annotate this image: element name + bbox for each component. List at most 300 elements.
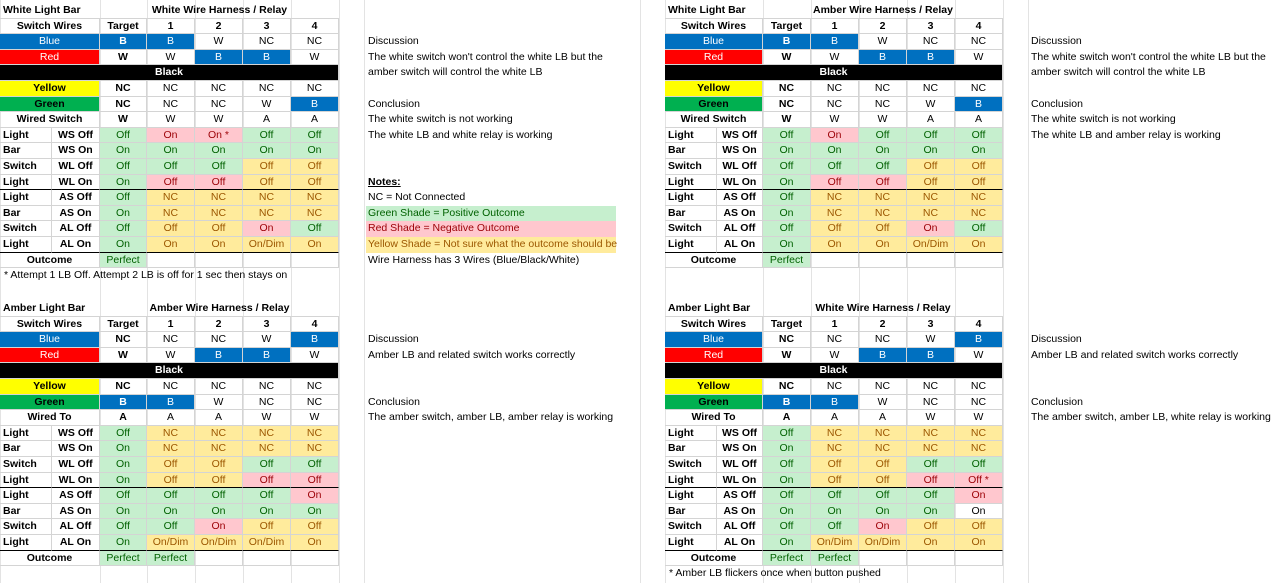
result-cell[interactable]: Off [100, 426, 147, 442]
wire-cell[interactable]: B [763, 34, 811, 50]
result-cell[interactable]: Off [763, 519, 811, 535]
result-cell[interactable]: On [100, 535, 147, 551]
result-cell[interactable]: On [195, 504, 243, 520]
wire-cell[interactable]: NC [147, 379, 195, 395]
result-cell[interactable]: Off [811, 519, 859, 535]
result-cell[interactable]: On/Dim [811, 535, 859, 551]
result-cell[interactable]: Off [859, 128, 907, 144]
result-cell[interactable]: On [243, 504, 291, 520]
result-cell[interactable]: Off [859, 488, 907, 504]
notes-harness: Wire Harness has 3 Wires (Blue/Black/White) [368, 253, 580, 266]
result-cell[interactable]: Off [763, 190, 811, 206]
wire-cell[interactable]: NC [811, 379, 859, 395]
wire-cell[interactable]: W [147, 348, 195, 364]
result-cell[interactable]: On [147, 128, 195, 144]
wire-cell[interactable]: NC [907, 34, 955, 50]
outcome-cell[interactable] [195, 253, 243, 269]
result-cell[interactable]: On [100, 206, 147, 222]
wire-cell[interactable]: W [811, 348, 859, 364]
result-cell[interactable]: Off [955, 221, 1003, 237]
result-cell[interactable]: Off [955, 175, 1003, 191]
result-cell[interactable]: Off [955, 159, 1003, 175]
wire-cell[interactable]: NC [147, 97, 195, 113]
result-cell[interactable]: Off [907, 488, 955, 504]
result-cell[interactable]: Off [955, 457, 1003, 473]
wire-cell[interactable]: W [195, 34, 243, 50]
result-cell[interactable]: On [811, 237, 859, 253]
wire-cell[interactable]: A [291, 112, 339, 128]
result-cell[interactable]: Off [195, 473, 243, 489]
result-cell[interactable]: NC [147, 441, 195, 457]
wire-cell[interactable]: NC [195, 97, 243, 113]
wire-cell[interactable]: W [859, 112, 907, 128]
result-cell[interactable]: On [100, 175, 147, 191]
result-cell[interactable]: Off [195, 159, 243, 175]
result-cell[interactable]: Off [763, 128, 811, 144]
result-cell[interactable]: Off [243, 488, 291, 504]
result-cell[interactable]: NC [859, 190, 907, 206]
result-cell[interactable]: On/Dim [907, 237, 955, 253]
column-header: Target [100, 317, 147, 333]
wire-cell[interactable]: NC [907, 395, 955, 411]
wire-cell[interactable]: W [100, 50, 147, 66]
result-cell[interactable]: On [243, 221, 291, 237]
block-white-lb-white-harness-title: White Light Bar [0, 3, 100, 19]
outcome-cell[interactable] [147, 253, 195, 269]
result-cell[interactable]: On [811, 128, 859, 144]
result-cell[interactable]: On [859, 143, 907, 159]
wire-cell[interactable]: NC [291, 81, 339, 97]
result-cell[interactable]: On [147, 504, 195, 520]
result-group-label: Light [665, 190, 717, 206]
result-cell[interactable]: Off [100, 159, 147, 175]
result-cell[interactable]: Off [811, 159, 859, 175]
wire-cell[interactable]: W [763, 112, 811, 128]
wire-cell[interactable]: A [147, 410, 195, 426]
result-cell[interactable]: On [955, 143, 1003, 159]
result-cell[interactable]: Off [291, 159, 339, 175]
result-cell[interactable]: Off [859, 473, 907, 489]
result-cell[interactable]: NC [291, 426, 339, 442]
result-cell[interactable]: NC [859, 206, 907, 222]
wire-cell[interactable]: W [955, 410, 1003, 426]
outcome-cell[interactable]: Perfect [811, 551, 859, 567]
wire-cell[interactable]: W [907, 332, 955, 348]
result-cell[interactable]: Off [147, 473, 195, 489]
result-cell[interactable]: On [147, 143, 195, 159]
result-cell[interactable]: Off [243, 457, 291, 473]
outcome-cell[interactable]: Perfect [100, 551, 147, 567]
wire-label-black: Black [665, 65, 1003, 81]
wire-cell[interactable]: A [811, 410, 859, 426]
wire-cell[interactable]: A [859, 410, 907, 426]
result-cell[interactable]: On [955, 535, 1003, 551]
result-cell[interactable]: NC [291, 441, 339, 457]
result-cell[interactable]: Off [763, 457, 811, 473]
result-cell[interactable]: On [907, 535, 955, 551]
wire-cell[interactable]: NC [859, 97, 907, 113]
outcome-cell[interactable] [907, 253, 955, 269]
wire-cell[interactable]: W [147, 112, 195, 128]
outcome-cell[interactable] [243, 551, 291, 567]
wire-cell[interactable]: NC [907, 379, 955, 395]
result-cell[interactable]: NC [243, 190, 291, 206]
result-cell[interactable]: Off [811, 488, 859, 504]
wire-cell[interactable]: NC [243, 379, 291, 395]
result-cell[interactable]: On [195, 143, 243, 159]
wire-cell[interactable]: B [859, 348, 907, 364]
result-cell[interactable]: NC [907, 206, 955, 222]
wire-cell[interactable]: B [243, 348, 291, 364]
wire-cell[interactable]: A [100, 410, 147, 426]
conclusion-label: Conclusion [368, 97, 420, 110]
outcome-cell[interactable] [291, 253, 339, 269]
result-cell[interactable]: On [195, 237, 243, 253]
wire-cell[interactable]: W [147, 50, 195, 66]
result-cell[interactable]: Off [291, 519, 339, 535]
wire-cell[interactable]: W [291, 50, 339, 66]
result-cell[interactable]: On [100, 237, 147, 253]
result-cell[interactable]: On [291, 143, 339, 159]
result-group-label: Light [665, 237, 717, 253]
outcome-cell[interactable] [955, 551, 1003, 567]
result-cell[interactable]: Off [811, 457, 859, 473]
wire-cell[interactable]: B [811, 395, 859, 411]
result-cell[interactable]: NC [859, 426, 907, 442]
result-cell[interactable]: On [907, 143, 955, 159]
result-cell[interactable]: On [955, 504, 1003, 520]
footnote: * Amber LB flickers once when button pushed [669, 567, 881, 580]
wire-cell[interactable]: NC [100, 97, 147, 113]
result-cell[interactable]: Off [811, 175, 859, 191]
result-cell[interactable]: On [763, 535, 811, 551]
result-cell[interactable]: NC [147, 190, 195, 206]
wire-cell[interactable]: NC [291, 395, 339, 411]
result-cell[interactable]: On [291, 504, 339, 520]
result-cell[interactable]: On/Dim [147, 535, 195, 551]
wire-cell[interactable]: W [195, 395, 243, 411]
result-test-label: WS On [52, 441, 100, 457]
result-cell[interactable]: Off [291, 473, 339, 489]
result-cell[interactable]: NC [291, 206, 339, 222]
wire-cell[interactable]: NC [955, 81, 1003, 97]
wire-cell[interactable]: W [291, 410, 339, 426]
wire-cell[interactable]: B [763, 395, 811, 411]
result-cell[interactable]: On [195, 519, 243, 535]
result-cell[interactable]: On [763, 504, 811, 520]
outcome-cell[interactable] [291, 551, 339, 567]
result-cell[interactable]: Off [907, 519, 955, 535]
wire-cell[interactable]: W [955, 50, 1003, 66]
wire-cell[interactable]: W [243, 410, 291, 426]
outcome-cell[interactable] [859, 551, 907, 567]
result-test-label: WL Off [717, 457, 763, 473]
result-cell[interactable]: Off [147, 221, 195, 237]
result-test-label: AL Off [717, 221, 763, 237]
result-cell[interactable]: On [763, 473, 811, 489]
result-cell[interactable]: On [907, 221, 955, 237]
result-cell[interactable]: NC [955, 190, 1003, 206]
wire-cell[interactable]: W [811, 50, 859, 66]
wire-cell[interactable]: NC [763, 332, 811, 348]
result-cell[interactable]: On/Dim [243, 535, 291, 551]
wire-cell[interactable]: NC [100, 379, 147, 395]
wire-cell[interactable]: B [147, 395, 195, 411]
result-cell[interactable]: NC [859, 441, 907, 457]
wire-cell[interactable]: B [291, 97, 339, 113]
result-cell[interactable]: NC [147, 206, 195, 222]
result-cell[interactable]: Off [907, 128, 955, 144]
result-cell[interactable]: Off [147, 159, 195, 175]
result-cell[interactable]: Off [859, 159, 907, 175]
outcome-cell[interactable] [955, 253, 1003, 269]
wire-cell[interactable]: NC [955, 379, 1003, 395]
wire-cell[interactable]: NC [100, 332, 147, 348]
result-cell[interactable]: On [291, 237, 339, 253]
wire-cell[interactable]: NC [291, 34, 339, 50]
result-cell[interactable]: Off [291, 175, 339, 191]
wire-cell[interactable]: W [243, 332, 291, 348]
result-cell[interactable]: On [763, 237, 811, 253]
result-cell[interactable]: On [955, 488, 1003, 504]
wire-cell[interactable]: A [955, 112, 1003, 128]
result-cell[interactable]: Off [291, 457, 339, 473]
result-cell[interactable]: Off [291, 221, 339, 237]
wire-cell[interactable]: NC [195, 332, 243, 348]
result-cell[interactable]: Off [763, 159, 811, 175]
result-cell[interactable]: Off [955, 519, 1003, 535]
result-cell[interactable]: Off [100, 128, 147, 144]
result-cell[interactable]: On [859, 504, 907, 520]
result-cell[interactable]: Off [907, 159, 955, 175]
wire-cell[interactable]: NC [243, 81, 291, 97]
wire-cell[interactable]: W [859, 34, 907, 50]
result-cell[interactable]: Off [955, 128, 1003, 144]
result-cell[interactable]: Off [243, 128, 291, 144]
result-cell[interactable]: On [907, 504, 955, 520]
wire-cell[interactable]: NC [811, 97, 859, 113]
result-cell[interactable]: NC [195, 426, 243, 442]
wire-cell[interactable]: NC [955, 34, 1003, 50]
wire-cell[interactable]: B [147, 34, 195, 50]
result-cell[interactable]: On [763, 206, 811, 222]
result-cell[interactable]: NC [195, 206, 243, 222]
wire-cell[interactable]: NC [291, 379, 339, 395]
wire-cell[interactable]: B [859, 50, 907, 66]
outcome-cell[interactable]: Perfect [763, 551, 811, 567]
result-cell[interactable]: NC [811, 426, 859, 442]
result-cell[interactable]: NC [811, 441, 859, 457]
result-cell[interactable]: Off [147, 175, 195, 191]
result-cell[interactable]: NC [195, 190, 243, 206]
outcome-cell[interactable] [811, 253, 859, 269]
outcome-cell[interactable]: Perfect [763, 253, 811, 269]
result-cell[interactable]: Off [147, 488, 195, 504]
wire-cell[interactable]: NC [763, 97, 811, 113]
wire-cell[interactable]: W [100, 348, 147, 364]
result-cell[interactable]: On [763, 175, 811, 191]
result-cell[interactable]: Off [763, 426, 811, 442]
wire-cell[interactable]: NC [243, 34, 291, 50]
wire-cell[interactable]: W [859, 395, 907, 411]
result-cell[interactable]: Off [907, 457, 955, 473]
discussion-text: The white switch won't control the white LB but the [1031, 50, 1266, 63]
result-cell[interactable]: NC [147, 426, 195, 442]
wire-cell[interactable]: B [243, 50, 291, 66]
wire-cell[interactable]: NC [859, 332, 907, 348]
wire-cell[interactable]: W [811, 112, 859, 128]
result-group-label: Bar [0, 143, 52, 159]
result-cell[interactable]: On/Dim [243, 237, 291, 253]
wire-cell[interactable]: W [955, 348, 1003, 364]
wire-cell[interactable]: NC [859, 81, 907, 97]
result-cell[interactable]: Off [811, 221, 859, 237]
result-cell[interactable]: On [100, 504, 147, 520]
wire-cell[interactable]: B [811, 34, 859, 50]
outcome-cell[interactable] [907, 551, 955, 567]
wire-cell[interactable]: NC [907, 81, 955, 97]
wire-cell[interactable]: NC [195, 81, 243, 97]
wire-cell[interactable]: A [907, 112, 955, 128]
result-cell[interactable]: On [859, 237, 907, 253]
outcome-cell[interactable]: Perfect [147, 551, 195, 567]
result-cell[interactable]: NC [243, 206, 291, 222]
result-cell[interactable]: NC [955, 426, 1003, 442]
result-cell[interactable]: NC [907, 441, 955, 457]
wire-cell[interactable]: NC [811, 81, 859, 97]
column-header: Switch Wires [665, 317, 763, 333]
result-cell[interactable]: On [763, 441, 811, 457]
wire-cell[interactable]: NC [763, 379, 811, 395]
result-cell[interactable]: On/Dim [195, 535, 243, 551]
result-cell[interactable]: Off [195, 457, 243, 473]
wire-cell[interactable]: NC [100, 81, 147, 97]
result-cell[interactable]: Off [100, 190, 147, 206]
result-cell[interactable]: Off [243, 519, 291, 535]
result-cell[interactable]: Off [859, 457, 907, 473]
result-cell[interactable]: Off [100, 221, 147, 237]
result-cell[interactable]: Off [243, 159, 291, 175]
result-cell[interactable]: On * [195, 128, 243, 144]
result-cell[interactable]: Off [195, 488, 243, 504]
result-cell[interactable]: On [100, 143, 147, 159]
result-cell[interactable]: Off [291, 128, 339, 144]
result-cell[interactable]: On/Dim [859, 535, 907, 551]
result-group-label: Light [0, 488, 52, 504]
wire-cell[interactable]: NC [147, 81, 195, 97]
result-cell[interactable]: Off [243, 473, 291, 489]
wire-cell[interactable]: W [243, 97, 291, 113]
result-cell[interactable]: NC [811, 190, 859, 206]
result-cell[interactable]: Off [859, 221, 907, 237]
result-cell[interactable]: NC [811, 206, 859, 222]
result-cell[interactable]: On [291, 488, 339, 504]
wire-cell[interactable]: W [195, 112, 243, 128]
result-cell[interactable]: On [100, 473, 147, 489]
result-cell[interactable]: NC [243, 426, 291, 442]
wire-cell[interactable]: W [763, 348, 811, 364]
wire-cell[interactable]: NC [147, 332, 195, 348]
outcome-cell[interactable] [859, 253, 907, 269]
result-cell[interactable]: On [243, 143, 291, 159]
wire-cell[interactable]: NC [763, 81, 811, 97]
wire-cell[interactable]: W [291, 348, 339, 364]
result-cell[interactable]: On [763, 143, 811, 159]
wire-cell[interactable]: B [195, 50, 243, 66]
column-header: 4 [291, 19, 339, 35]
result-cell[interactable]: NC [907, 190, 955, 206]
result-cell[interactable]: Off [195, 221, 243, 237]
wire-cell[interactable]: B [907, 348, 955, 364]
conclusion-label: Conclusion [1031, 97, 1083, 110]
wire-cell[interactable]: NC [811, 332, 859, 348]
wire-cell[interactable]: B [195, 348, 243, 364]
result-cell[interactable]: NC [195, 441, 243, 457]
result-cell[interactable]: Off [811, 473, 859, 489]
result-cell[interactable]: Off [100, 519, 147, 535]
wire-cell[interactable]: W [100, 112, 147, 128]
result-cell[interactable]: Off [763, 488, 811, 504]
wire-cell[interactable]: A [243, 112, 291, 128]
wire-cell[interactable]: NC [955, 395, 1003, 411]
wire-cell[interactable]: B [100, 34, 147, 50]
wire-cell[interactable]: W [907, 97, 955, 113]
result-cell[interactable]: On [811, 143, 859, 159]
wire-cell[interactable]: NC [859, 379, 907, 395]
result-cell[interactable]: Off [147, 457, 195, 473]
wire-cell[interactable]: W [763, 50, 811, 66]
result-cell[interactable]: Off [147, 519, 195, 535]
result-cell[interactable]: Off [907, 175, 955, 191]
wire-cell[interactable]: B [100, 395, 147, 411]
result-cell[interactable]: NC [243, 441, 291, 457]
wire-cell[interactable]: B [291, 332, 339, 348]
block-white-lb-white-harness-subtitle: White Wire Harness / Relay [100, 3, 339, 19]
result-cell[interactable]: Off [907, 473, 955, 489]
outcome-cell[interactable] [243, 253, 291, 269]
result-cell[interactable]: On [955, 237, 1003, 253]
result-cell[interactable]: NC [907, 426, 955, 442]
wire-cell[interactable]: W [907, 410, 955, 426]
result-cell[interactable]: Off * [955, 473, 1003, 489]
result-cell[interactable]: NC [291, 190, 339, 206]
wire-cell[interactable]: B [955, 97, 1003, 113]
wire-cell[interactable]: B [955, 332, 1003, 348]
column-header: 2 [195, 317, 243, 333]
result-cell[interactable]: On [811, 504, 859, 520]
result-cell[interactable]: Off [859, 175, 907, 191]
result-cell[interactable]: Off [243, 175, 291, 191]
result-cell[interactable]: On [100, 457, 147, 473]
result-cell[interactable]: On [147, 237, 195, 253]
result-cell[interactable]: NC [955, 441, 1003, 457]
result-cell[interactable]: Off [100, 488, 147, 504]
result-test-label: AL On [717, 535, 763, 551]
wire-cell[interactable]: A [195, 410, 243, 426]
result-cell[interactable]: On [859, 519, 907, 535]
wire-cell[interactable]: NC [195, 379, 243, 395]
wire-cell[interactable]: NC [243, 395, 291, 411]
outcome-cell[interactable]: Perfect [100, 253, 147, 269]
result-cell[interactable]: On [291, 535, 339, 551]
result-cell[interactable]: Off [763, 221, 811, 237]
wire-cell[interactable]: B [907, 50, 955, 66]
result-cell[interactable]: Off [195, 175, 243, 191]
result-cell[interactable]: On [100, 441, 147, 457]
outcome-cell[interactable] [195, 551, 243, 567]
result-cell[interactable]: NC [955, 206, 1003, 222]
wire-cell[interactable]: A [763, 410, 811, 426]
